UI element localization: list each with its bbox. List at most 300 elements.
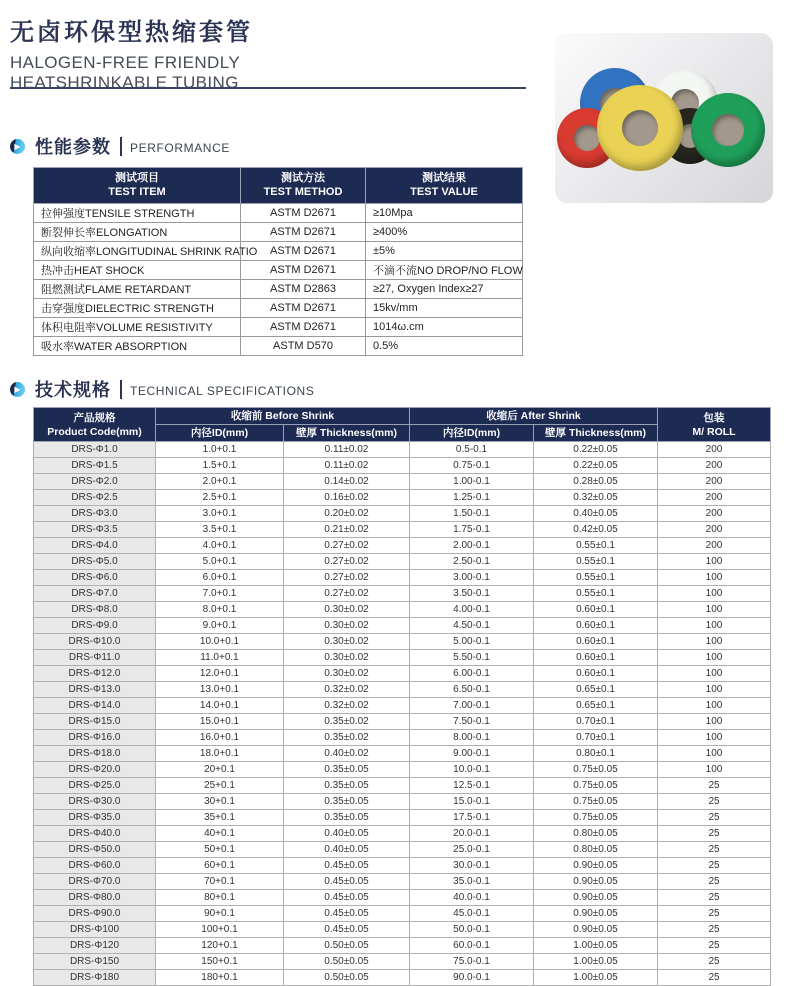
- performance-table-header: [34, 168, 523, 204]
- col-test-method-cn: 测试方法: [281, 172, 325, 184]
- after-thickness: 0.40±0.05: [534, 506, 658, 522]
- before-thickness: 0.20±0.02: [284, 506, 410, 522]
- after-id: 60.0-0.1: [410, 938, 534, 954]
- meters-per-roll: 100: [658, 554, 771, 570]
- product-code: DRS-Φ7.0: [34, 586, 156, 602]
- before-thickness: 0.11±0.02: [284, 458, 410, 474]
- meters-per-roll: 100: [658, 650, 771, 666]
- table-row: [34, 506, 771, 522]
- before-thickness: 0.50±0.05: [284, 970, 410, 986]
- col-product-code-en: Product Code(mm): [47, 425, 142, 438]
- product-code: DRS-Φ3.0: [34, 506, 156, 522]
- before-thickness: 0.35±0.02: [284, 714, 410, 730]
- after-thickness: 0.70±0.1: [534, 714, 658, 730]
- col-after-thickness: 壁厚 Thickness(mm): [534, 425, 658, 442]
- before-thickness: 0.32±0.02: [284, 682, 410, 698]
- after-thickness: 1.00±0.05: [534, 938, 658, 954]
- after-id: 35.0-0.1: [410, 874, 534, 890]
- meters-per-roll: 200: [658, 538, 771, 554]
- table-row: [34, 714, 771, 730]
- meters-per-roll: 25: [658, 938, 771, 954]
- meters-per-roll: 100: [658, 762, 771, 778]
- table-row: [34, 458, 771, 474]
- after-id: 7.50-0.1: [410, 714, 534, 730]
- roll-core: [574, 125, 599, 150]
- meters-per-roll: 25: [658, 970, 771, 986]
- before-id: 1.5+0.1: [156, 458, 284, 474]
- after-thickness: 0.60±0.1: [534, 634, 658, 650]
- before-thickness: 0.27±0.02: [284, 538, 410, 554]
- product-photo: [555, 33, 773, 203]
- table-row: [34, 954, 771, 970]
- table-row: [34, 602, 771, 618]
- before-id: 120+0.1: [156, 938, 284, 954]
- product-code: DRS-Φ8.0: [34, 602, 156, 618]
- before-thickness: 0.50±0.05: [284, 938, 410, 954]
- after-id: 1.50-0.1: [410, 506, 534, 522]
- table-row: [34, 554, 771, 570]
- specifications-heading-cn: 技术规格: [35, 380, 111, 400]
- meters-per-roll: 100: [658, 682, 771, 698]
- product-code: DRS-Φ3.5: [34, 522, 156, 538]
- table-row: [34, 474, 771, 490]
- test-value: ≥400%: [366, 222, 523, 241]
- before-thickness: 0.32±0.02: [284, 698, 410, 714]
- meters-per-roll: 25: [658, 922, 771, 938]
- before-id: 14.0+0.1: [156, 698, 284, 714]
- test-method: ASTM D2671: [241, 241, 366, 260]
- before-thickness: 0.45±0.05: [284, 906, 410, 922]
- before-id: 1.0+0.1: [156, 442, 284, 458]
- after-id: 75.0-0.1: [410, 954, 534, 970]
- before-id: 15.0+0.1: [156, 714, 284, 730]
- before-thickness: 0.50±0.05: [284, 954, 410, 970]
- before-thickness: 0.30±0.02: [284, 634, 410, 650]
- meters-per-roll: 200: [658, 442, 771, 458]
- before-id: 8.0+0.1: [156, 602, 284, 618]
- meters-per-roll: 25: [658, 810, 771, 826]
- product-code: DRS-Φ90.0: [34, 906, 156, 922]
- product-code: DRS-Φ180: [34, 970, 156, 986]
- after-id: 9.00-0.1: [410, 746, 534, 762]
- test-value: 1014ω.cm: [366, 317, 523, 336]
- table-row: [34, 778, 771, 794]
- meters-per-roll: 100: [658, 602, 771, 618]
- after-thickness: 0.80±0.05: [534, 842, 658, 858]
- meters-per-roll: 25: [658, 906, 771, 922]
- meters-per-roll: 100: [658, 618, 771, 634]
- col-packing-cn: 包装: [703, 411, 725, 424]
- before-id: 20+0.1: [156, 762, 284, 778]
- after-id: 50.0-0.1: [410, 922, 534, 938]
- after-id: 90.0-0.1: [410, 970, 534, 986]
- before-id: 18.0+0.1: [156, 746, 284, 762]
- before-thickness: 0.35±0.05: [284, 778, 410, 794]
- after-id: 25.0-0.1: [410, 842, 534, 858]
- table-row: [34, 586, 771, 602]
- meters-per-roll: 100: [658, 586, 771, 602]
- product-code: DRS-Φ16.0: [34, 730, 156, 746]
- table-row: [34, 618, 771, 634]
- after-thickness: 0.90±0.05: [534, 906, 658, 922]
- product-code: DRS-Φ1.0: [34, 442, 156, 458]
- product-code: DRS-Φ9.0: [34, 618, 156, 634]
- after-thickness: 0.28±0.05: [534, 474, 658, 490]
- product-code: DRS-Φ14.0: [34, 698, 156, 714]
- product-code: DRS-Φ150: [34, 954, 156, 970]
- col-test-value-cn: 测试结果: [422, 172, 466, 184]
- header-divider-line: [10, 87, 526, 89]
- heading-divider: [120, 137, 122, 156]
- table-row: [34, 682, 771, 698]
- after-id: 3.00-0.1: [410, 570, 534, 586]
- after-thickness: 0.80±0.05: [534, 826, 658, 842]
- after-id: 1.25-0.1: [410, 490, 534, 506]
- before-id: 13.0+0.1: [156, 682, 284, 698]
- before-id: 70+0.1: [156, 874, 284, 890]
- table-row: [34, 260, 523, 279]
- after-id: 3.50-0.1: [410, 586, 534, 602]
- col-product-code: [34, 408, 156, 442]
- before-id: 2.5+0.1: [156, 490, 284, 506]
- product-code: DRS-Φ2.0: [34, 474, 156, 490]
- after-id: 15.0-0.1: [410, 794, 534, 810]
- after-id: 1.75-0.1: [410, 522, 534, 538]
- after-id: 6.00-0.1: [410, 666, 534, 682]
- after-thickness: 1.00±0.05: [534, 970, 658, 986]
- title-en-line2: HEATSHRINKABLE TUBING: [10, 73, 239, 93]
- table-row: [34, 810, 771, 826]
- table-row: [34, 570, 771, 586]
- before-thickness: 0.40±0.05: [284, 826, 410, 842]
- document-header: [10, 12, 253, 93]
- product-code: DRS-Φ4.0: [34, 538, 156, 554]
- product-code: DRS-Φ100: [34, 922, 156, 938]
- test-item: 纵向收缩率LONGITUDINAL SHRINK RATIO: [34, 241, 241, 260]
- table-row: [34, 698, 771, 714]
- test-value: ≥10Mpa: [366, 203, 523, 222]
- performance-section-heading: [10, 133, 230, 159]
- before-id: 16.0+0.1: [156, 730, 284, 746]
- before-thickness: 0.30±0.02: [284, 650, 410, 666]
- meters-per-roll: 200: [658, 490, 771, 506]
- col-after-id: 内径ID(mm): [410, 425, 534, 442]
- product-code: DRS-Φ40.0: [34, 826, 156, 842]
- after-thickness: 0.65±0.1: [534, 698, 658, 714]
- test-item: 拉伸强度TENSILE STRENGTH: [34, 203, 241, 222]
- before-thickness: 0.40±0.02: [284, 746, 410, 762]
- table-row: [34, 890, 771, 906]
- before-thickness: 0.35±0.02: [284, 730, 410, 746]
- meters-per-roll: 100: [658, 714, 771, 730]
- specifications-table-header: [34, 408, 771, 442]
- before-id: 3.5+0.1: [156, 522, 284, 538]
- after-id: 1.00-0.1: [410, 474, 534, 490]
- table-row: [34, 794, 771, 810]
- test-item: 体积电阻率VOLUME RESISTIVITY: [34, 317, 241, 336]
- col-test-value-en: TEST VALUE: [410, 186, 478, 199]
- product-code: DRS-Φ15.0: [34, 714, 156, 730]
- col-test-method-en: TEST METHOD: [263, 186, 343, 199]
- table-row: [34, 298, 523, 317]
- before-thickness: 0.45±0.05: [284, 922, 410, 938]
- after-thickness: 0.55±0.1: [534, 554, 658, 570]
- table-row: [34, 970, 771, 986]
- after-thickness: 0.75±0.05: [534, 810, 658, 826]
- after-thickness: 0.60±0.1: [534, 666, 658, 682]
- test-method: ASTM D570: [241, 336, 366, 355]
- before-id: 35+0.1: [156, 810, 284, 826]
- after-thickness: 0.32±0.05: [534, 490, 658, 506]
- product-code: DRS-Φ5.0: [34, 554, 156, 570]
- after-id: 0.75-0.1: [410, 458, 534, 474]
- product-code: DRS-Φ11.0: [34, 650, 156, 666]
- table-row: [34, 666, 771, 682]
- meters-per-roll: 200: [658, 458, 771, 474]
- test-value: 不滴不流NO DROP/NO FLOW: [366, 260, 523, 279]
- col-test-item-en: TEST ITEM: [108, 186, 166, 199]
- table-row: [34, 336, 523, 355]
- test-item: 阻燃测试FLAME RETARDANT: [34, 279, 241, 298]
- test-method: ASTM D2863: [241, 279, 366, 298]
- test-method: ASTM D2671: [241, 203, 366, 222]
- table-row: [34, 538, 771, 554]
- roll-core: [622, 110, 658, 146]
- before-id: 9.0+0.1: [156, 618, 284, 634]
- meters-per-roll: 100: [658, 746, 771, 762]
- performance-heading-en: PERFORMANCE: [130, 141, 230, 155]
- after-thickness: 0.75±0.05: [534, 778, 658, 794]
- before-thickness: 0.14±0.02: [284, 474, 410, 490]
- after-thickness: 0.55±0.1: [534, 570, 658, 586]
- before-thickness: 0.30±0.02: [284, 618, 410, 634]
- meters-per-roll: 25: [658, 826, 771, 842]
- test-value: ≥27, Oxygen Index≥27: [366, 279, 523, 298]
- before-id: 10.0+0.1: [156, 634, 284, 650]
- col-packing-en: M/ ROLL: [692, 425, 736, 438]
- after-thickness: 0.65±0.1: [534, 682, 658, 698]
- after-thickness: 0.22±0.05: [534, 442, 658, 458]
- product-code: DRS-Φ13.0: [34, 682, 156, 698]
- meters-per-roll: 100: [658, 730, 771, 746]
- after-id: 2.00-0.1: [410, 538, 534, 554]
- before-id: 100+0.1: [156, 922, 284, 938]
- product-code: DRS-Φ10.0: [34, 634, 156, 650]
- title-en-line1: HALOGEN-FREE FRIENDLY: [10, 53, 241, 72]
- after-id: 0.5-0.1: [410, 442, 534, 458]
- table-row: [34, 203, 523, 222]
- after-id: 10.0-0.1: [410, 762, 534, 778]
- performance-heading-cn: 性能参数: [35, 137, 111, 157]
- product-code: DRS-Φ2.5: [34, 490, 156, 506]
- col-packing: [658, 408, 771, 442]
- table-row: [34, 442, 771, 458]
- before-thickness: 0.35±0.05: [284, 762, 410, 778]
- before-id: 90+0.1: [156, 906, 284, 922]
- before-thickness: 0.27±0.02: [284, 554, 410, 570]
- performance-table: [33, 167, 523, 356]
- col-test-item: [34, 168, 241, 204]
- specifications-table: [33, 407, 771, 986]
- table-row: [34, 842, 771, 858]
- product-code: DRS-Φ50.0: [34, 842, 156, 858]
- before-id: 60+0.1: [156, 858, 284, 874]
- before-thickness: 0.45±0.05: [284, 890, 410, 906]
- table-row: [34, 222, 523, 241]
- before-id: 12.0+0.1: [156, 666, 284, 682]
- after-id: 5.00-0.1: [410, 634, 534, 650]
- col-before-id: 内径ID(mm): [156, 425, 284, 442]
- product-code: DRS-Φ25.0: [34, 778, 156, 794]
- product-code: DRS-Φ35.0: [34, 810, 156, 826]
- table-row: [34, 634, 771, 650]
- group-before-shrink: 收缩前 Before Shrink: [156, 408, 410, 425]
- product-code: DRS-Φ80.0: [34, 890, 156, 906]
- after-id: 40.0-0.1: [410, 890, 534, 906]
- tubing-roll-green: [691, 93, 765, 167]
- before-thickness: 0.27±0.02: [284, 570, 410, 586]
- test-method: ASTM D2671: [241, 222, 366, 241]
- after-id: 30.0-0.1: [410, 858, 534, 874]
- after-thickness: 0.60±0.1: [534, 650, 658, 666]
- test-value: 15kv/mm: [366, 298, 523, 317]
- after-id: 4.50-0.1: [410, 618, 534, 634]
- after-id: 8.00-0.1: [410, 730, 534, 746]
- performance-table-body: [34, 203, 523, 355]
- meters-per-roll: 200: [658, 506, 771, 522]
- table-row: [34, 762, 771, 778]
- after-id: 2.50-0.1: [410, 554, 534, 570]
- before-id: 5.0+0.1: [156, 554, 284, 570]
- after-thickness: 0.60±0.1: [534, 602, 658, 618]
- tubing-roll-yellow: [597, 85, 683, 171]
- before-thickness: 0.35±0.05: [284, 810, 410, 826]
- meters-per-roll: 200: [658, 522, 771, 538]
- test-method: ASTM D2671: [241, 298, 366, 317]
- after-id: 7.00-0.1: [410, 698, 534, 714]
- after-thickness: 0.55±0.1: [534, 538, 658, 554]
- meters-per-roll: 25: [658, 954, 771, 970]
- meters-per-roll: 25: [658, 778, 771, 794]
- roll-core: [712, 114, 743, 145]
- table-row: [34, 317, 523, 336]
- after-id: 20.0-0.1: [410, 826, 534, 842]
- product-code: DRS-Φ120: [34, 938, 156, 954]
- before-id: 3.0+0.1: [156, 506, 284, 522]
- table-row: [34, 746, 771, 762]
- col-test-item-cn: 测试项目: [115, 172, 159, 184]
- arrow-bullet-icon: ▶: [10, 139, 25, 154]
- meters-per-roll: 25: [658, 794, 771, 810]
- before-thickness: 0.40±0.05: [284, 842, 410, 858]
- product-code: DRS-Φ1.5: [34, 458, 156, 474]
- before-thickness: 0.35±0.05: [284, 794, 410, 810]
- before-id: 150+0.1: [156, 954, 284, 970]
- before-thickness: 0.11±0.02: [284, 442, 410, 458]
- col-before-thickness: 壁厚 Thickness(mm): [284, 425, 410, 442]
- before-thickness: 0.16±0.02: [284, 490, 410, 506]
- before-id: 25+0.1: [156, 778, 284, 794]
- after-thickness: 0.90±0.05: [534, 890, 658, 906]
- table-row: [34, 906, 771, 922]
- meters-per-roll: 25: [658, 874, 771, 890]
- specifications-table-body: [34, 442, 771, 986]
- after-thickness: 0.42±0.05: [534, 522, 658, 538]
- after-thickness: 0.90±0.05: [534, 858, 658, 874]
- meters-per-roll: 25: [658, 890, 771, 906]
- product-code: DRS-Φ20.0: [34, 762, 156, 778]
- after-thickness: 0.80±0.1: [534, 746, 658, 762]
- before-thickness: 0.27±0.02: [284, 586, 410, 602]
- after-id: 5.50-0.1: [410, 650, 534, 666]
- col-product-code-cn: 产品规格: [73, 411, 116, 424]
- after-thickness: 0.75±0.05: [534, 794, 658, 810]
- meters-per-roll: 25: [658, 858, 771, 874]
- meters-per-roll: 100: [658, 698, 771, 714]
- test-item: 热冲击HEAT SHOCK: [34, 260, 241, 279]
- test-item: 吸水率WATER ABSORPTION: [34, 336, 241, 355]
- after-id: 12.5-0.1: [410, 778, 534, 794]
- before-thickness: 0.21±0.02: [284, 522, 410, 538]
- after-id: 17.5-0.1: [410, 810, 534, 826]
- product-code: DRS-Φ70.0: [34, 874, 156, 890]
- after-thickness: 0.70±0.1: [534, 730, 658, 746]
- table-row: [34, 490, 771, 506]
- test-method: ASTM D2671: [241, 260, 366, 279]
- after-thickness: 0.75±0.05: [534, 762, 658, 778]
- table-row: [34, 522, 771, 538]
- after-id: 45.0-0.1: [410, 906, 534, 922]
- after-thickness: 0.55±0.1: [534, 586, 658, 602]
- table-row: [34, 938, 771, 954]
- before-thickness: 0.45±0.05: [284, 858, 410, 874]
- col-test-method: [241, 168, 366, 204]
- table-row: [34, 858, 771, 874]
- arrow-bullet-icon: ▶: [10, 382, 25, 397]
- table-row: [34, 650, 771, 666]
- meters-per-roll: 200: [658, 474, 771, 490]
- table-row: [34, 279, 523, 298]
- meters-per-roll: 100: [658, 570, 771, 586]
- after-thickness: 0.22±0.05: [534, 458, 658, 474]
- product-code: DRS-Φ60.0: [34, 858, 156, 874]
- before-id: 40+0.1: [156, 826, 284, 842]
- heading-divider: [120, 380, 122, 399]
- meters-per-roll: 100: [658, 634, 771, 650]
- table-row: [34, 241, 523, 260]
- test-value: 0.5%: [366, 336, 523, 355]
- col-test-value: [366, 168, 523, 204]
- test-item: 击穿强度DIELECTRIC STRENGTH: [34, 298, 241, 317]
- before-id: 2.0+0.1: [156, 474, 284, 490]
- specifications-heading-en: TECHNICAL SPECIFICATIONS: [130, 384, 315, 398]
- meters-per-roll: 25: [658, 842, 771, 858]
- before-id: 30+0.1: [156, 794, 284, 810]
- after-thickness: 0.90±0.05: [534, 874, 658, 890]
- before-id: 80+0.1: [156, 890, 284, 906]
- before-id: 50+0.1: [156, 842, 284, 858]
- product-code: DRS-Φ12.0: [34, 666, 156, 682]
- before-thickness: 0.30±0.02: [284, 666, 410, 682]
- table-row: [34, 730, 771, 746]
- before-id: 7.0+0.1: [156, 586, 284, 602]
- before-thickness: 0.30±0.02: [284, 602, 410, 618]
- before-id: 4.0+0.1: [156, 538, 284, 554]
- after-thickness: 0.60±0.1: [534, 618, 658, 634]
- after-id: 6.50-0.1: [410, 682, 534, 698]
- product-code: DRS-Φ6.0: [34, 570, 156, 586]
- meters-per-roll: 100: [658, 666, 771, 682]
